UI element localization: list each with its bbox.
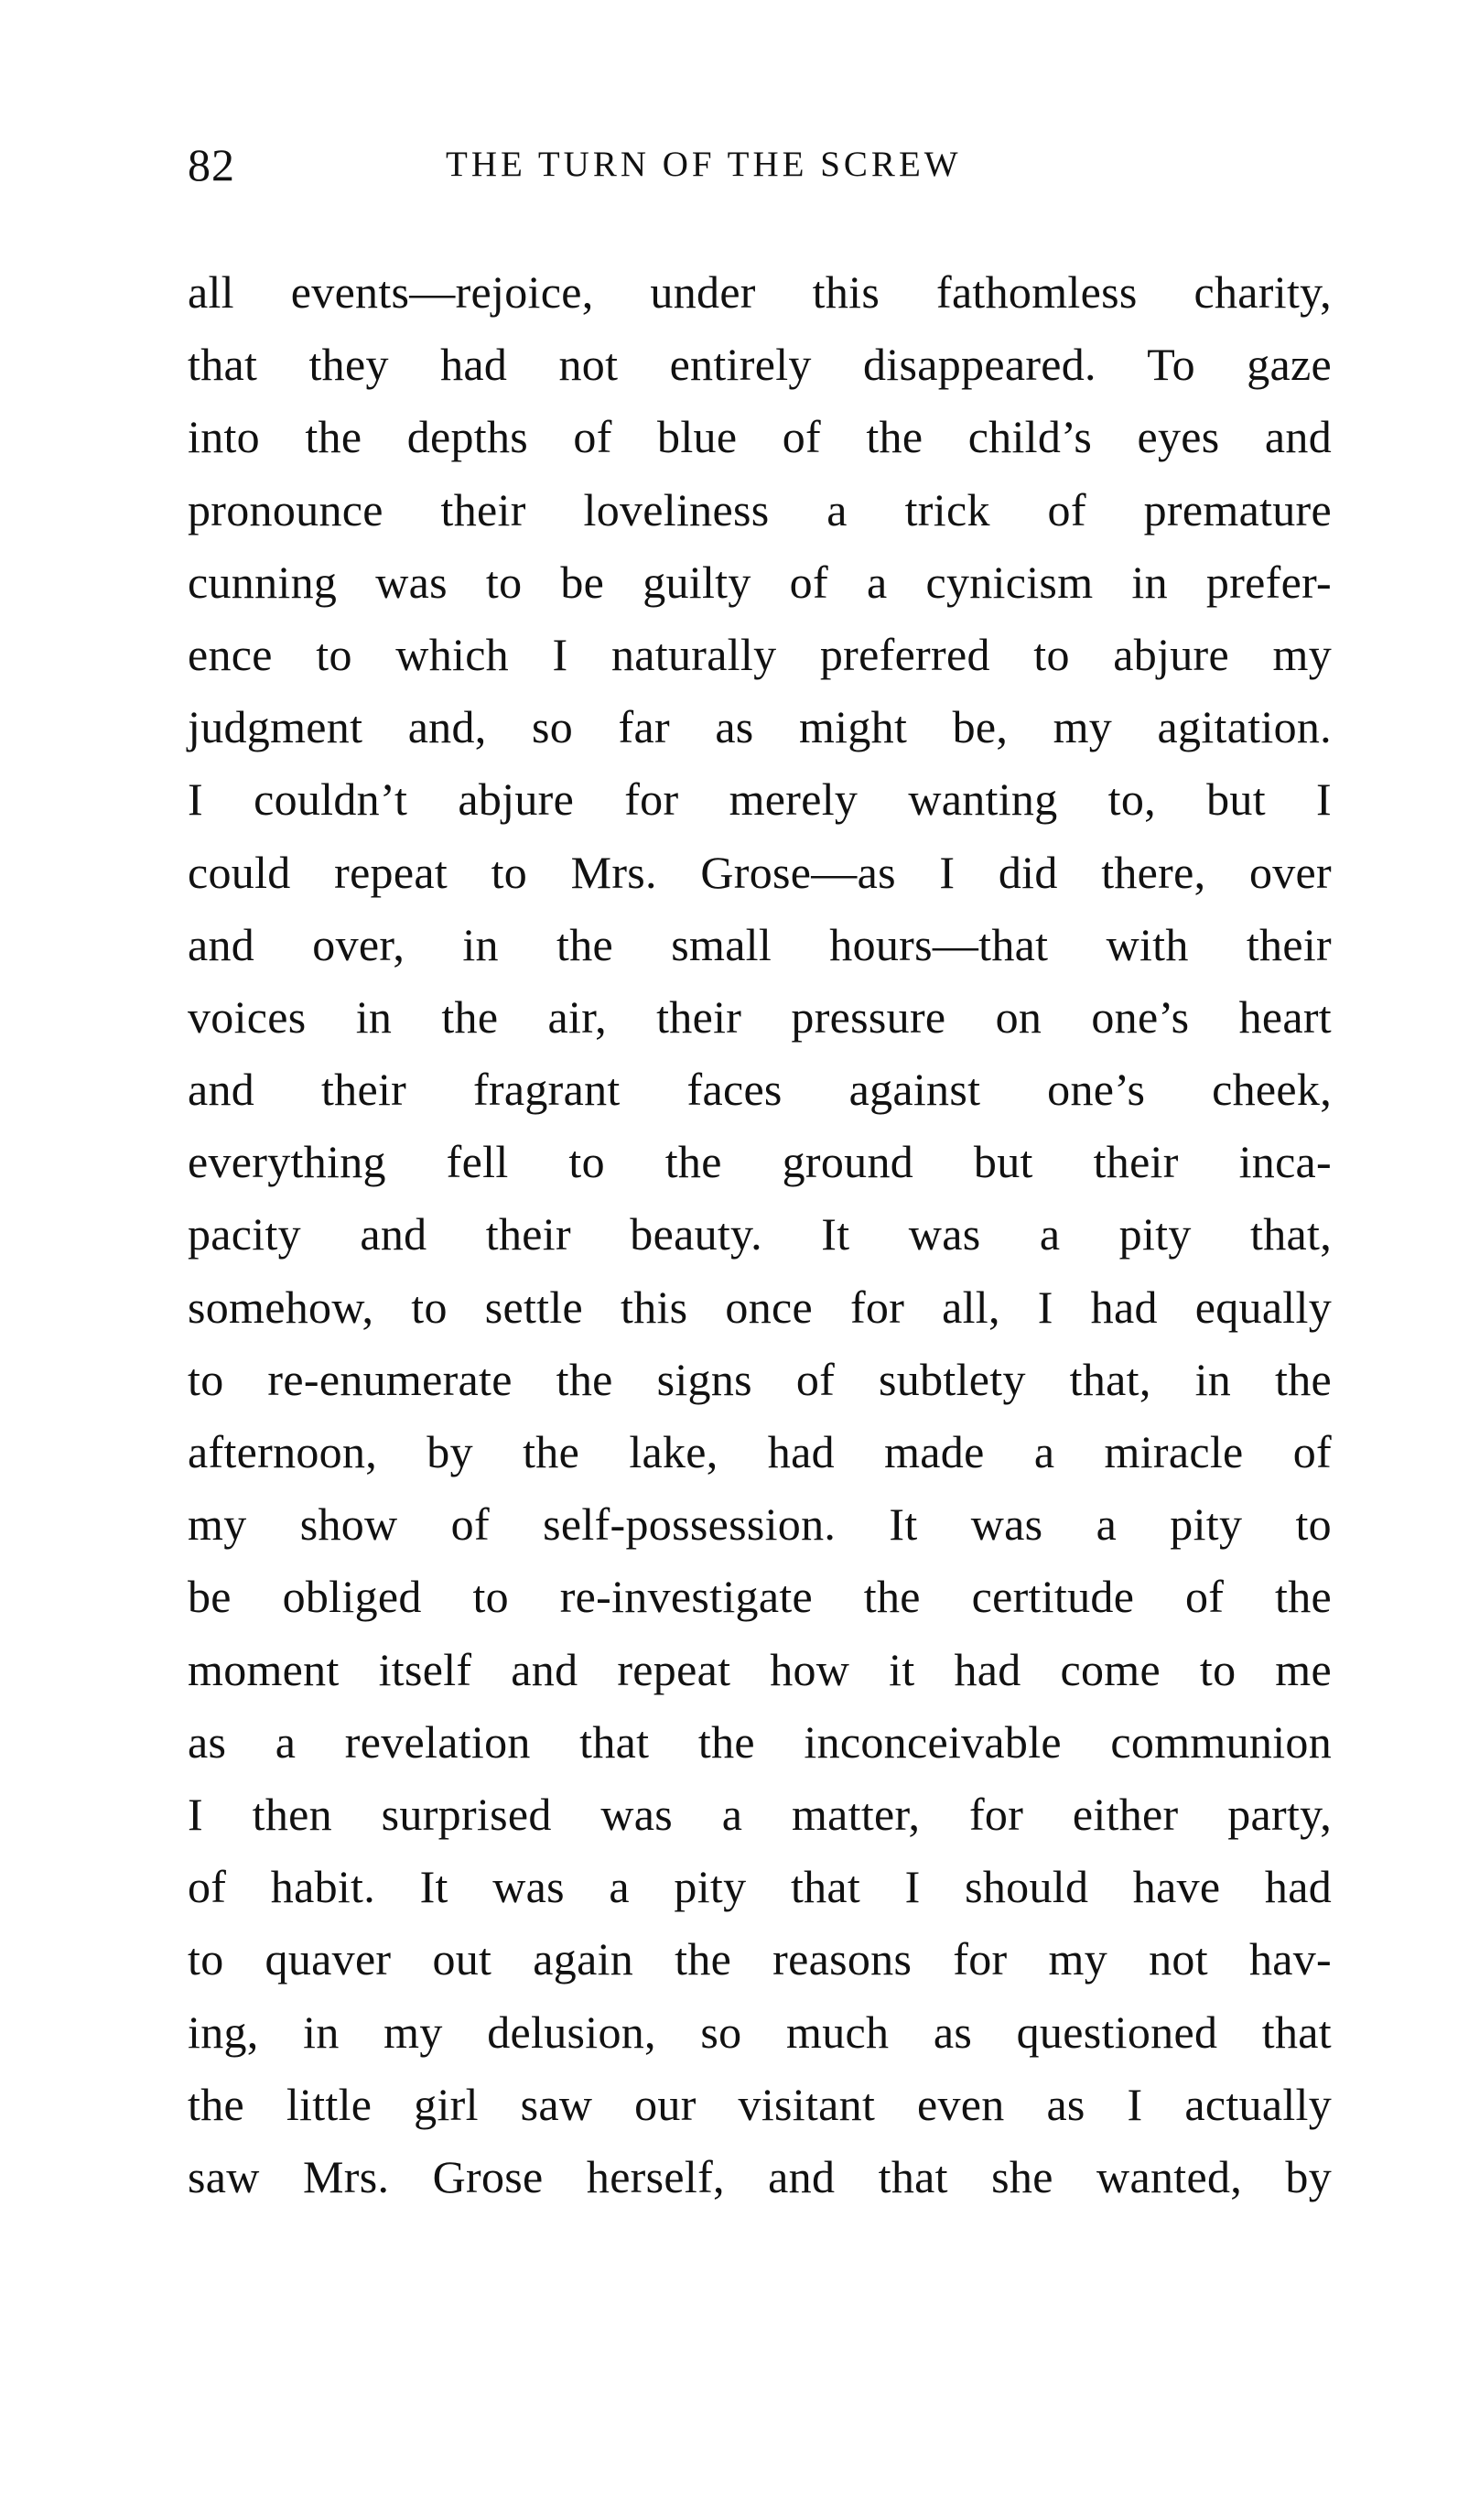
text-line: cunning was to be guilty of a cynicism in prefer-	[188, 556, 1332, 608]
text-line: the little girl saw our visitant even as I actually	[188, 2078, 1332, 2130]
text-line: I then surprised was a matter, for either party,	[188, 1788, 1332, 1840]
text-line: judgment and, so far as might be, my agitation.	[188, 701, 1332, 753]
text-line: and their fragrant faces against one’s cheek,	[188, 1064, 1332, 1116]
text-line: be obliged to re-investigate the certitude of the	[188, 1571, 1332, 1623]
text-line: I couldn’t abjure for merely wanting to, but I	[188, 773, 1332, 826]
text-line: my show of self-possession. It was a pity to	[188, 1498, 1332, 1551]
text-line: pacity and their beauty. It was a pity that,	[188, 1208, 1332, 1260]
text-line: pronounce their loveliness a trick of premature	[188, 483, 1332, 535]
text-line: could repeat to Mrs. Grose—as I did there, over	[188, 846, 1332, 898]
text-line: and over, in the small hours—that with their	[188, 918, 1332, 970]
body-text	[188, 256, 1332, 2213]
text-line: afternoon, by the lake, had made a miracle of	[188, 1426, 1332, 1477]
text-line: as a revelation that the inconceivable communion	[188, 1715, 1332, 1768]
text-line: everything fell to the ground but their inca-	[188, 1136, 1332, 1188]
text-line: that they had not entirely disappeared. To gaze	[188, 339, 1332, 391]
text-line: all events—rejoice, under this fathomless charity,	[188, 266, 1332, 318]
text-line: into the depths of blue of the child’s eyes and	[188, 411, 1332, 463]
text-line: voices in the air, their pressure on one’s heart	[188, 990, 1332, 1043]
text-line: ence to which I naturally preferred to abjure my	[188, 628, 1332, 680]
text-line: to re-enumerate the signs of subtlety that, in the	[188, 1353, 1332, 1405]
running-head	[188, 137, 1332, 192]
page-number: 82	[188, 139, 235, 190]
running-title: THE TURN OF THE SCREW	[446, 145, 962, 184]
text-line: saw Mrs. Grose herself, and that she wanted, by	[188, 2150, 1332, 2202]
text-line: of habit. It was a pity that I should have had	[188, 1861, 1332, 1913]
text-line: somehow, to settle this once for all, I had equally	[188, 1281, 1332, 1333]
text-line: to quaver out again the reasons for my not hav-	[188, 1933, 1332, 1985]
text-line: moment itself and repeat how it had come to me	[188, 1643, 1332, 1695]
text-line: ing, in my delusion, so much as questioned that	[188, 2006, 1332, 2058]
